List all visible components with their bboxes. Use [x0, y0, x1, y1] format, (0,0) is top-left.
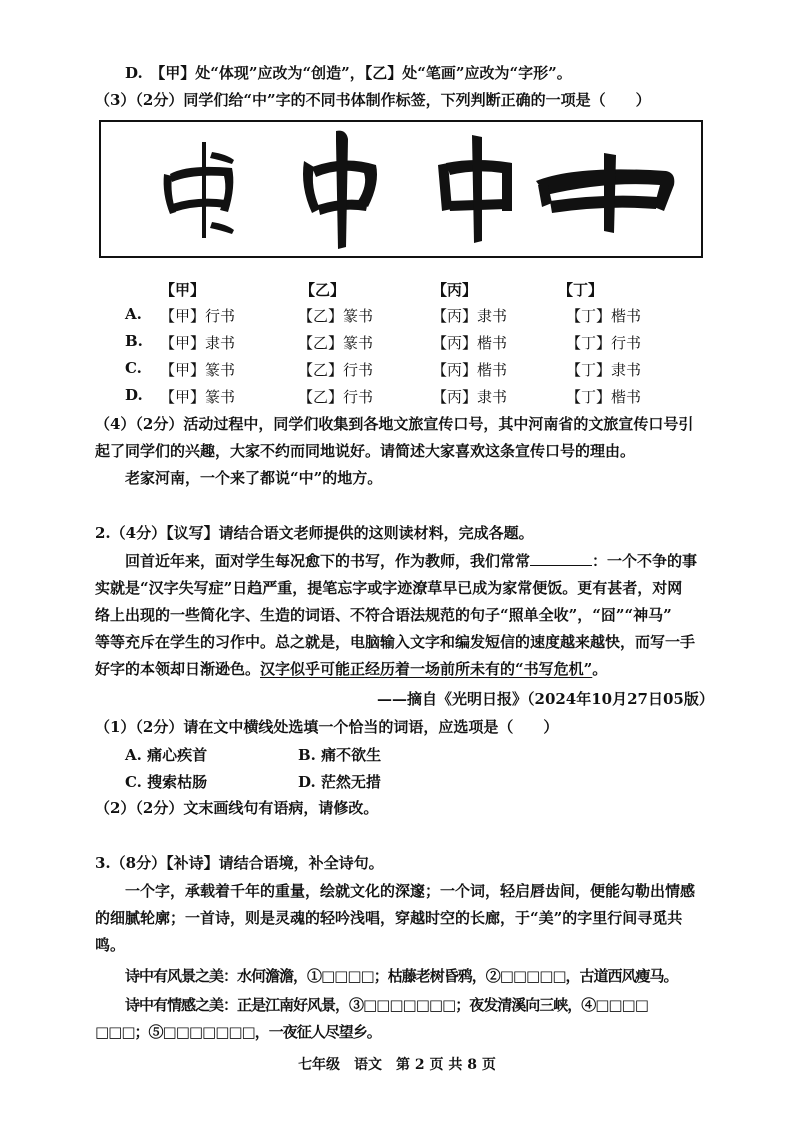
option-row-d[interactable]	[0, 386, 794, 408]
option-item: 【丁】楷书	[566, 388, 642, 406]
q1-sub4-line1: （4）（2分）活动过程中，同学们收集到各地文旅宣传口号，其中河南省的文旅宣传口号引	[95, 415, 694, 433]
q3-intro-line3: 鸣。	[95, 936, 126, 954]
option-letter: D.	[125, 386, 143, 404]
q1-sub4-line2: 起了同学们的兴趣，大家不约而同地说好。请简述大家喜欢这条宣传口号的理由。	[95, 442, 636, 460]
option-letter: C.	[125, 359, 142, 377]
option-item: 【甲】隶书	[160, 334, 236, 352]
para-text: ：一个不争的事	[592, 552, 698, 570]
option-item: 【丙】楷书	[432, 334, 508, 352]
calligraphy-ding-image	[521, 122, 691, 256]
option-letter: A.	[125, 305, 142, 323]
calligraphy-bing-image	[421, 122, 531, 256]
q2-para-line2: 实就是“汉字失写症”日趋严重，提笔忘字或字迹潦草早已成为家常便饭。更有甚者，对网	[95, 579, 683, 597]
fill-blank[interactable]	[530, 551, 592, 566]
option-item: 【甲】篆书	[160, 388, 236, 406]
label-jia: 【甲】	[160, 281, 206, 299]
page-footer: 七年级 语文 第 2 页 共 8 页	[298, 1057, 496, 1073]
option-letter: B.	[125, 332, 143, 350]
q2-para-line5	[95, 659, 607, 679]
option-row-a[interactable]	[0, 305, 794, 327]
q3-intro-line1: 一个字，承载着千年的重量，绘就文化的深邃；一个词，轻启唇齿间，便能勾勒出情感	[125, 882, 696, 900]
option-item: 【丙】隶书	[432, 388, 508, 406]
q2-heading: 2.（4分）【议写】请结合语文老师提供的这则读材料，完成各题。	[95, 524, 534, 542]
q3-intro-line2: 的细腻轮廓；一首诗，则是灵魂的轻吟浅唱，穿越时空的长廊，于“美”的字里行间寻觅共	[95, 909, 683, 927]
option-item: 【乙】篆书	[298, 334, 374, 352]
option-item: 【丙】楷书	[432, 361, 508, 379]
running-script-zhong-icon	[284, 127, 394, 251]
q3-heading: 3.（8分）【补诗】请结合语境，补全诗句。	[95, 854, 384, 872]
option-item: 【乙】行书	[298, 388, 374, 406]
q2-sub1: （1）（2分）请在文中横线处选填一个恰当的词语，应选项是（ ）	[95, 718, 559, 736]
q2-source: ——摘自《光明日报》（2024年10月27日05版）	[377, 690, 714, 708]
label-bing: 【丙】	[432, 281, 478, 299]
choice-a[interactable]: A. 痛心疾首	[125, 746, 208, 764]
para-text: 好字的本领却日渐逊色。	[95, 660, 261, 678]
underlined-sentence: 汉字似乎可能正经历着一场前所未有的“书写危机”	[260, 660, 593, 678]
option-row-b[interactable]	[0, 332, 794, 354]
choice-d[interactable]: D. 茫然无措	[298, 773, 381, 791]
option-item: 【乙】行书	[298, 361, 374, 379]
q2-para-line1	[125, 551, 697, 571]
para-text: 。	[592, 660, 608, 678]
q2-para-line4: 等等充斥在学生的习作中。总之就是，电脑输入文字和编发短信的速度越来越快，而写一手	[95, 633, 696, 651]
choice-b[interactable]: B. 痛不欲生	[298, 746, 382, 764]
option-item: 【乙】篆书	[298, 307, 374, 325]
calligraphy-frame	[99, 120, 703, 258]
q1-sub3-prompt: （3）（2分）同学们给“中”字的不同书体制作标签，下列判断正确的一项是（ ）	[95, 91, 651, 109]
slogan-text: 老家河南，一个来了都说“中”的地方。	[125, 469, 383, 487]
option-item: 【丙】隶书	[432, 307, 508, 325]
q3-emotion-line2: □□□；⑤□□□□□□□，一夜征人尽望乡。	[95, 1023, 381, 1041]
label-ding: 【丁】	[558, 281, 604, 299]
option-item: 【甲】篆书	[160, 361, 236, 379]
q2-choices-row2	[0, 771, 794, 793]
q2-sub2: （2）（2分）文末画线句有语病，请修改。	[95, 799, 379, 817]
choice-c[interactable]: C. 搜索枯肠	[125, 773, 208, 791]
q3-scene-line: 诗中有风景之美：水何澹澹，①□□□□；枯藤老树昏鸦，②□□□□□，古道西风瘦马。	[125, 967, 678, 985]
q2-choices-row1	[0, 744, 794, 766]
regular-script-zhong-icon	[526, 141, 686, 237]
q3-emotion-line1: 诗中有情感之美：正是江南好风景，③□□□□□□□；夜发清溪向三峡，④□□□□	[125, 996, 648, 1014]
para-text: 回首近年来，面对学生每况愈下的书写，作为教师，我们常常	[125, 552, 531, 570]
option-row-c[interactable]	[0, 359, 794, 381]
calligraphy-jia-image	[143, 122, 253, 256]
option-item: 【丁】隶书	[566, 361, 642, 379]
option-item: 【甲】行书	[160, 307, 236, 325]
q2-para-line3: 络上出现的一些简化字、生造的词语、不符合语法规范的句子“照单全收”，“囧”“神马”	[95, 606, 672, 624]
clerical-script-zhong-icon	[426, 131, 526, 247]
calligraphy-yi-image	[279, 122, 399, 256]
q1-option-d-text: D. 【甲】处“体现”应改为“创造”，【乙】处“笔画”应改为“字形”。	[125, 64, 572, 82]
option-item: 【丁】行书	[566, 334, 642, 352]
label-yi: 【乙】	[300, 281, 346, 299]
seal-script-zhong-icon	[148, 134, 248, 244]
option-item: 【丁】楷书	[566, 307, 642, 325]
